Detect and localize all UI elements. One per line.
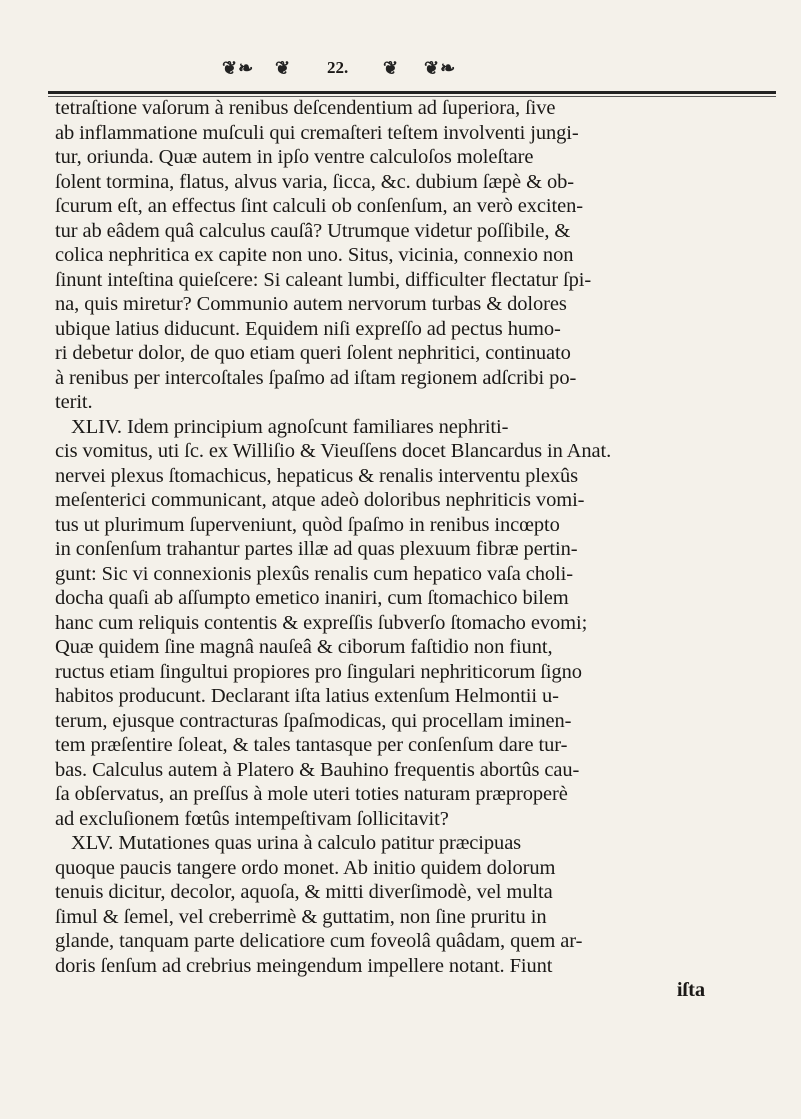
- text-line: terum, ejusque contracturas ſpaſmodicas, qui procellam iminen-: [55, 709, 572, 732]
- body-text: [55, 96, 780, 1003]
- text-line: à renibus per intercoſtales ſpaſmo ad iſtam regionem adſcribi po-: [55, 366, 577, 389]
- text-line: ſolent tormina, flatus, alvus varia, ſicca, &c. dubium ſæpè & ob-: [55, 170, 574, 193]
- fleuron-ornament-icon: ❦❧: [424, 58, 457, 78]
- header-rule: [48, 91, 776, 94]
- fleuron-ornament-icon: ❦: [275, 58, 292, 78]
- text-line: ſcurum eſt, an effectus ſint calculi ob conſenſum, an verò exciten-: [55, 195, 584, 217]
- catchword: iſta: [676, 979, 705, 1001]
- text-line: na, quis miretur? Communio autem nervorum turbas & dolores: [55, 293, 567, 315]
- text-line: quoque paucis tangere ordo monet. Ab initio quidem dolorum: [55, 856, 556, 879]
- page-number: 22.: [327, 58, 349, 77]
- text-line: ab inflammatione muſculi qui cremaſteri teſtem involventi jungi-: [55, 121, 579, 144]
- text-line: colica nephritica ex capite non uno. Situs, vicinia, connexio non: [55, 244, 574, 266]
- text-line: ſimul & ſemel, vel creberrimè & guttatim, non ſine pruritu in: [55, 905, 547, 928]
- text-line: tenuis dicitur, decolor, aquoſa, & mitti diverſimodè, vel multa: [55, 881, 553, 903]
- text-line: in conſenſum trahantur partes illæ ad quas plexuum fibræ pertin-: [55, 538, 578, 560]
- page-header: [0, 0, 801, 95]
- section-xlv-start: XLV. Mutationes quas urina à calculo patitur præcipuas: [71, 832, 522, 854]
- text-line: tur ab eâdem quâ calculus cauſâ? Utrumque videtur poſſibile, &: [55, 219, 571, 242]
- text-line: ri debetur dolor, de quo etiam queri ſolent nephritici, continuato: [55, 342, 571, 364]
- text-line: bas. Calculus autem à Platero & Bauhino frequentis abortûs cau-: [55, 758, 580, 781]
- text-line: ſa obſervatus, an preſſus à mole uteri toties naturam præproperè: [55, 783, 568, 805]
- text-line: habitos producunt. Declarant iſta latius extenſum Helmontii u-: [55, 685, 559, 707]
- text-line: gunt: Sic vi connexionis plexûs renalis cum hepatico vaſa choli-: [55, 562, 573, 585]
- text-line: ſinunt inteſtina quieſcere: Si caleant lumbi, difficulter flectatur ſpi-: [55, 268, 592, 291]
- text-line: cis vomitus, uti ſc. ex Williſio & Vieuſſens docet Blancardus in Anat.: [55, 440, 612, 462]
- text-line: tetraſtione vaſorum à renibus deſcendentium ad ſuperiora, ſive: [55, 97, 556, 119]
- text-line: ubique latius diducunt. Equidem niſi expreſſo ad pectus humo-: [55, 317, 561, 340]
- text-line: tur, oriunda. Quæ autem in ipſo ventre calculoſos moleſtare: [55, 146, 534, 168]
- text-line: tus ut plurimum ſuperveniunt, quòd ſpaſmo in renibus incœpto: [55, 513, 560, 536]
- text-line: glande, tanquam parte delicatiore cum foveolâ quâdam, quem ar-: [55, 930, 583, 952]
- fleuron-ornament-icon: ❦❧: [222, 58, 255, 78]
- fleuron-ornament-icon: ❦: [383, 58, 400, 78]
- text-line: docha quaſi ab aſſumpto emetico inaniri, cum ſtomachico bilem: [55, 587, 569, 609]
- section-xliv-start: XLIV. Idem principium agnoſcunt familiares nephriti-: [71, 415, 509, 438]
- text-line: doris ſenſum ad crebrius meingendum impellere notant. Fiunt: [55, 954, 553, 977]
- text-line: hanc cum reliquis contentis & expreſſis ſubverſo ſtomacho evomi;: [55, 611, 588, 634]
- text-line: terit.: [55, 391, 93, 413]
- text-line: ructus etiam ſingultui propiores pro ſingulari nephriticorum ſigno: [55, 660, 582, 683]
- text-line: tem præſentire ſoleat, & tales tantasque per conſenſum dare tur-: [55, 734, 568, 756]
- text-line: Quæ quidem ſine magnâ nauſeâ & ciborum faſtidio non fiunt,: [55, 636, 553, 658]
- text-line: nervei plexus ſtomachicus, hepaticus & renalis interventu plexûs: [55, 464, 579, 487]
- text-line: meſenterici communicant, atque adeò doloribus nephriticis vomi-: [55, 489, 585, 511]
- text-line: ad excluſionem fœtûs intempeſtivam ſollicitavit?: [55, 807, 449, 830]
